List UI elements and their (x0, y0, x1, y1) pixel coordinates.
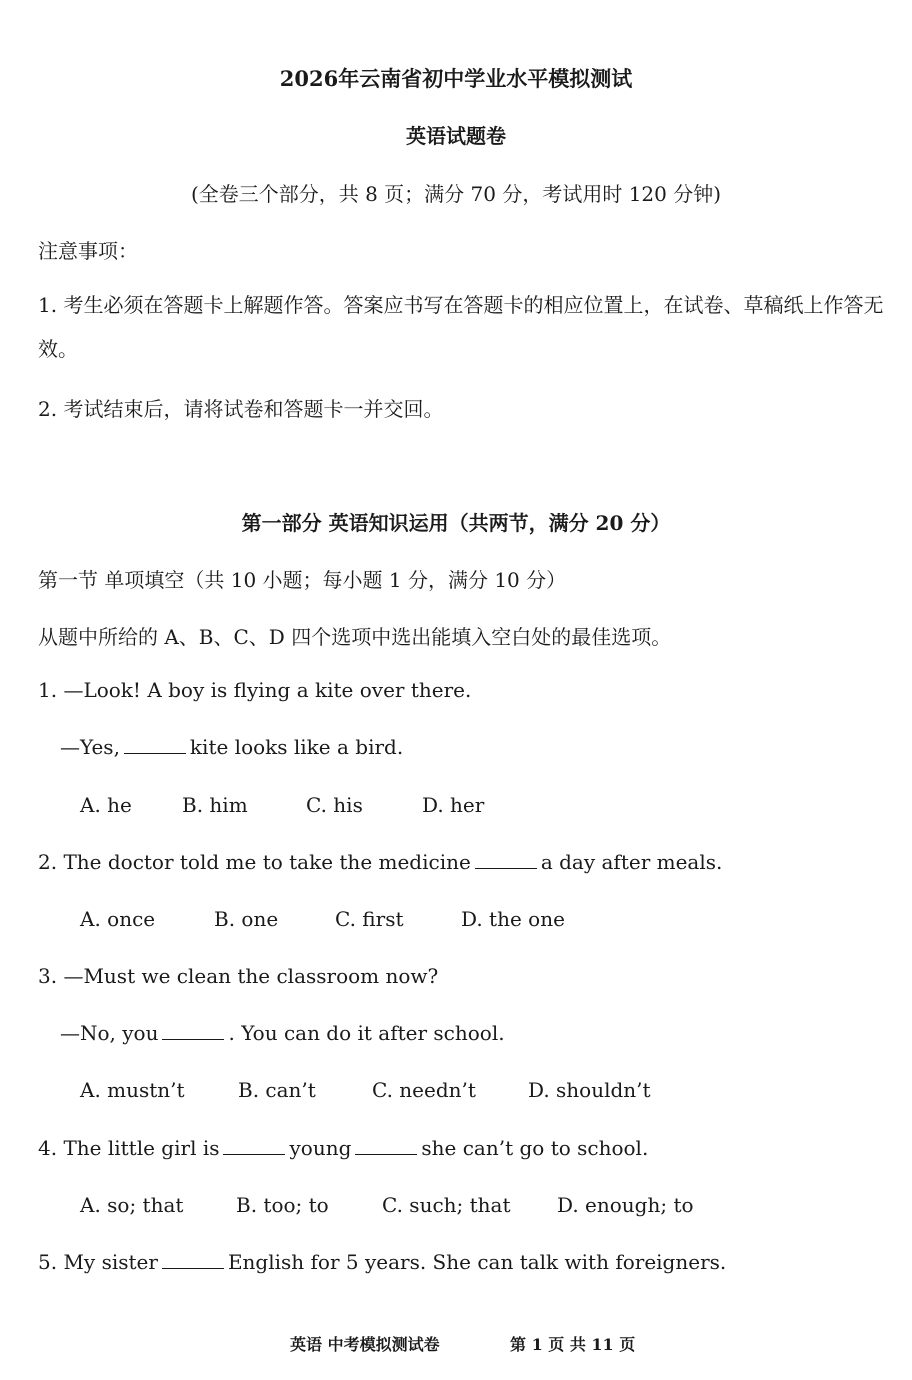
question-4-option-c: C. such; that (382, 1193, 511, 1217)
question-3-line2 (60, 1021, 505, 1045)
answer-blank (162, 1023, 224, 1040)
question-1-option-b: B. him (182, 793, 248, 817)
question-1-line2 (60, 735, 403, 759)
question-5-line1-post: English for 5 years. She can talk with foreigners. (227, 1250, 727, 1274)
question-2-option-a: A. once (80, 907, 156, 931)
question-3-option-b: B. can’t (238, 1078, 316, 1102)
question-3-line2-post: . You can do it after school. (228, 1021, 505, 1045)
question-4-line1-a: 4. The little girl is (38, 1136, 220, 1160)
question-5-line1-pre: 5. My sister (38, 1250, 158, 1274)
exam-info: (全卷三个部分，共 8 页；满分 70 分，考试用时 120 分钟) (190, 182, 722, 206)
notice-heading: 注意事项： (38, 239, 138, 263)
question-2-option-d: D. the one (461, 907, 565, 931)
question-2-option-b: B. one (214, 907, 279, 931)
question-1-option-d: D. her (422, 793, 485, 817)
question-3-option-c: C. needn’t (372, 1078, 476, 1102)
question-4-line1-c: she can’t go to school. (421, 1136, 649, 1160)
part1-heading: 第一部分 英语知识运用（共两节，满分 20 分） (241, 511, 671, 535)
exam-title: 2026年云南省初中学业水平模拟测试 (279, 66, 633, 91)
question-3-option-d: D. shouldn’t (528, 1078, 651, 1102)
footer-page-number: 第 1 页 共 11 页 (510, 1335, 636, 1354)
question-3-line2-pre: —No, you (60, 1021, 159, 1045)
question-4-option-d: D. enough; to (557, 1193, 694, 1217)
question-2-option-c: C. first (335, 907, 404, 931)
question-2-line1 (38, 850, 722, 874)
exam-subtitle: 英语试题卷 (406, 124, 506, 148)
section1-instruction: 从题中所给的 A、B、C、D 四个选项中选出能填入空白处的最佳选项。 (38, 625, 672, 649)
question-4-option-a: A. so; that (80, 1193, 184, 1217)
section1-heading: 第一节 单项填空（共 10 小题；每小题 1 分，满分 10 分） (38, 568, 567, 592)
notice-item-1: 1. 考生必须在答题卡上解题作答。答案应书写在答题卡的相应位置上，在试卷、草稿纸上作答无效。 (38, 293, 884, 361)
question-5-line1 (38, 1250, 726, 1274)
answer-blank (223, 1138, 285, 1155)
question-4-option-b: B. too; to (236, 1193, 329, 1217)
question-3-line1: 3. —Must we clean the classroom now? (38, 964, 439, 988)
question-1-option-a: A. he (80, 793, 132, 817)
answer-blank (475, 852, 537, 869)
question-2-line1-post: a day after meals. (540, 850, 723, 874)
question-1-line2-pre: —Yes, (60, 735, 120, 759)
question-4-line1 (38, 1136, 648, 1160)
answer-blank (124, 737, 186, 754)
answer-blank (355, 1138, 417, 1155)
footer-subject: 英语 中考模拟测试卷 (290, 1335, 440, 1354)
question-3-option-a: A. mustn’t (80, 1078, 185, 1102)
question-4-line1-b: young (289, 1136, 352, 1160)
question-2-line1-pre: 2. The doctor told me to take the medicine (38, 850, 471, 874)
question-1-line2-post: kite looks like a bird. (189, 735, 404, 759)
answer-blank (162, 1252, 224, 1269)
question-1-line1: 1. —Look! A boy is flying a kite over there. (38, 678, 472, 702)
question-1-option-c: C. his (306, 793, 363, 817)
notice-item-2: 2. 考试结束后，请将试卷和答题卡一并交回。 (38, 397, 444, 421)
